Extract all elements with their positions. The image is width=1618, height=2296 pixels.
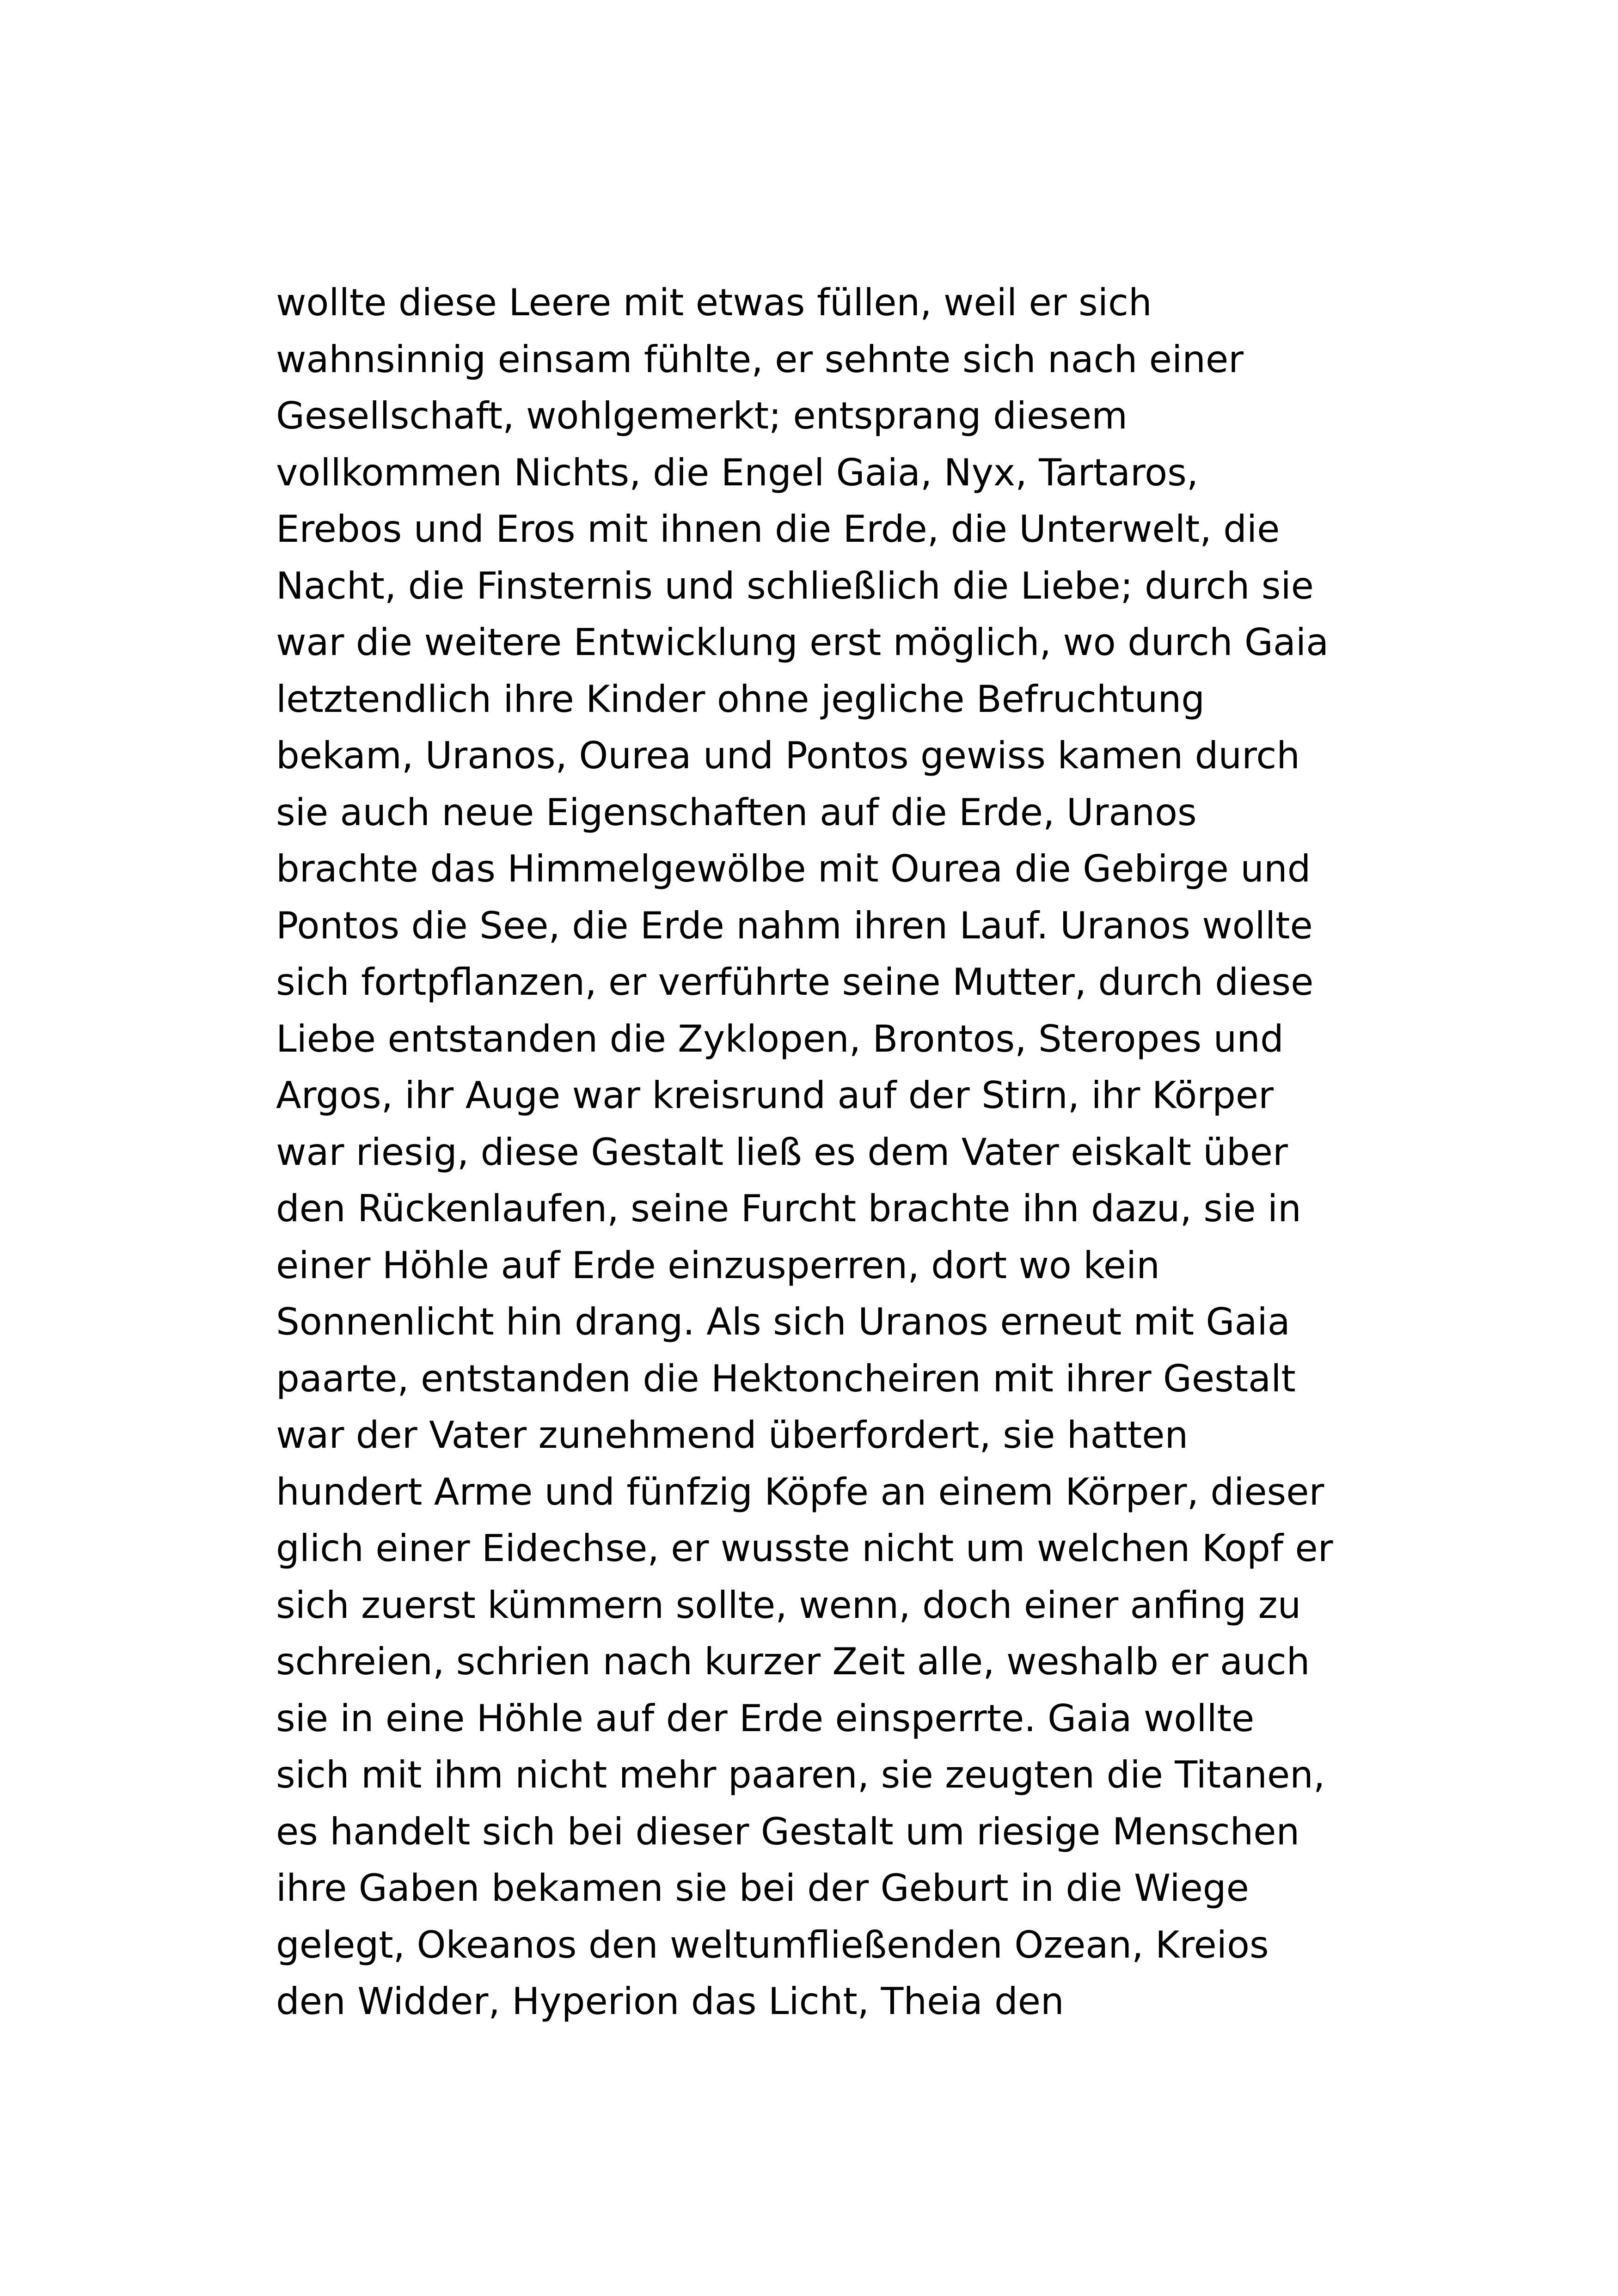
text-line: sich zuerst kümmern sollte, wenn, doch einer anfing zu bbox=[276, 1583, 1301, 1627]
text-line: Nacht, die Finsternis und schließlich die Liebe; durch sie bbox=[276, 564, 1314, 607]
text-line: ihre Gaben bekamen sie bei der Geburt in die Wiege bbox=[276, 1867, 1249, 1910]
text-line: brachte das Himmelgewölbe mit Ourea die Gebirge und bbox=[276, 847, 1311, 890]
text-line: schreien, schrien nach kurzer Zeit alle, weshalb er auch bbox=[276, 1640, 1310, 1683]
text-line: war die weitere Entwicklung erst möglich, wo durch Gaia bbox=[276, 621, 1329, 664]
text-line: den Widder, Hyperion das Licht, Theia den bbox=[276, 1980, 1064, 2023]
text-line: hundert Arme und fünfzig Köpfe an einem Körper, dieser bbox=[276, 1470, 1324, 1513]
text-line: bekam, Uranos, Ourea und Pontos gewiss kamen durch bbox=[276, 734, 1300, 777]
text-line: Pontos die See, die Erde nahm ihren Lauf. Uranos wollte bbox=[276, 904, 1313, 947]
text-line: war riesig, diese Gestalt ließ es dem Vater eiskalt über bbox=[276, 1130, 1288, 1174]
text-line: vollkommen Nichts, die Engel Gaia, Nyx, Tartaros, bbox=[276, 451, 1199, 494]
text-line: sie in eine Höhle auf der Erde einsperrte. Gaia wollte bbox=[276, 1696, 1255, 1740]
text-line: einer Höhle auf Erde einzusperren, dort wo kein bbox=[276, 1243, 1160, 1287]
text-line: sich mit ihm nicht mehr paaren, sie zeugten die Titanen, bbox=[276, 1753, 1325, 1796]
text-line: Sonnenlicht hin drang. Als sich Uranos erneut mit Gaia bbox=[276, 1300, 1290, 1343]
text-line: sie auch neue Eigenschaften auf die Erde, Uranos bbox=[276, 790, 1197, 834]
text-line: Liebe entstanden die Zyklopen, Brontos, Steropes und bbox=[276, 1017, 1284, 1060]
text-line: Argos, ihr Auge war kreisrund auf der Stirn, ihr Körper bbox=[276, 1074, 1274, 1117]
text-line: glich einer Eidechse, er wusste nicht um welchen Kopf er bbox=[276, 1527, 1333, 1570]
text-line: wollte diese Leere mit etwas füllen, weil er sich bbox=[276, 281, 1152, 324]
text-line: gelegt, Okeanos den weltumfließenden Ozean, Kreios bbox=[276, 1923, 1269, 1966]
text-line: paarte, entstanden die Hektoncheiren mit ihrer Gestalt bbox=[276, 1357, 1296, 1400]
text-line: den Rückenlaufen, seine Furcht brachte ihn dazu, sie in bbox=[276, 1187, 1301, 1230]
body-text bbox=[276, 275, 1432, 2030]
text-line: Gesellschaft, wohlgemerkt; entsprang diesem bbox=[276, 394, 1128, 437]
text-line: letztendlich ihre Kinder ohne jegliche Befruchtung bbox=[276, 677, 1205, 721]
text-line: Erebos und Eros mit ihnen die Erde, die Unterwelt, die bbox=[276, 508, 1280, 551]
text-line: es handelt sich bei dieser Gestalt um riesige Menschen bbox=[276, 1810, 1300, 1853]
text-line: wahnsinnig einsam fühlte, er sehnte sich nach einer bbox=[276, 337, 1244, 381]
text-line: sich fortpflanzen, er verführte seine Mutter, durch diese bbox=[276, 961, 1314, 1004]
text-line: war der Vater zunehmend überfordert, sie hatten bbox=[276, 1414, 1189, 1457]
